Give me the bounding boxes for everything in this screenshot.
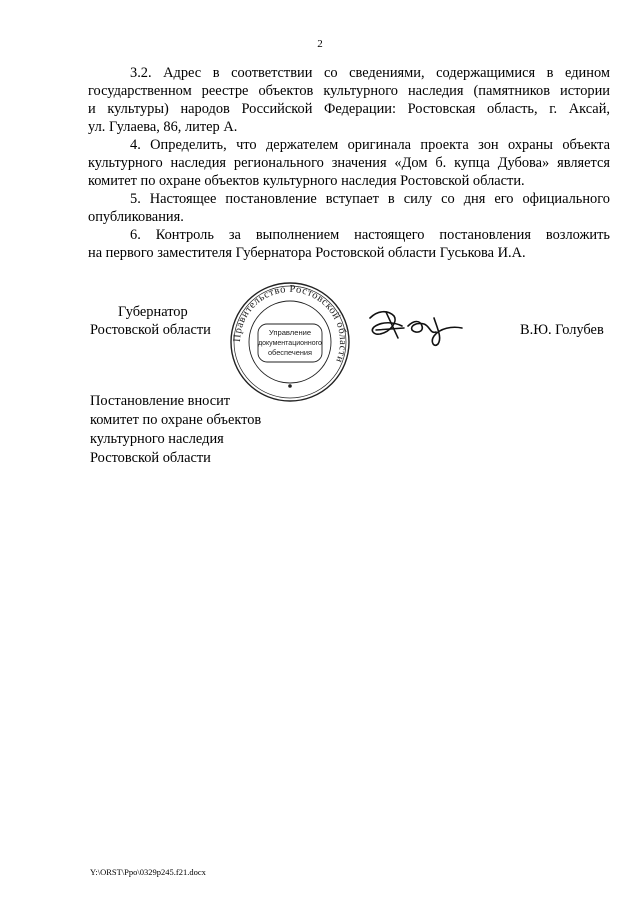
paragraph-3-2-line-3: и культуры) народов Российской Федерации: Ростовская область, г. Аксай, — [88, 101, 610, 117]
paragraph-5-line-2: опубликования. — [88, 209, 184, 225]
seal-center-line-1: Управление — [268, 328, 312, 337]
submitter-line-2: комитет по охране объектов — [90, 412, 262, 428]
file-path-footer: Y:\ORST\Ppo\0329p245.f21.docx — [90, 867, 206, 877]
signatory-name: В.Ю. Голубев — [520, 322, 604, 338]
submitter-line-4: Ростовской области — [90, 450, 211, 466]
paragraph-6-line-2: на первого заместителя Губернатора Ростовской области Гуськова И.А. — [88, 245, 526, 261]
signatory-title-line-2: Ростовской области — [90, 322, 211, 338]
submitter-line-1: Постановление вносит — [90, 393, 231, 409]
submitter-block — [90, 392, 261, 468]
paragraph-6-line-1: 6. Контроль за выполнением настоящего постановления возложить — [130, 227, 610, 243]
page-number: 2 — [317, 38, 323, 50]
submitter-line-3: культурного наследия — [90, 431, 224, 447]
seal-center-line-3: обеспечения — [267, 348, 313, 357]
official-seal-icon — [228, 280, 352, 404]
seal-ring-text: Правительство Ростовской области — [231, 283, 349, 365]
seal-center-line-2: документационного — [258, 340, 322, 347]
paragraph-5-line-1: 5. Настоящее постановление вступает в силу со дня его официального — [130, 191, 610, 207]
paragraph-3-2-line-1: 3.2. Адрес в соответствии со сведениями, содержащимися в едином — [130, 65, 610, 81]
document-body — [88, 64, 610, 262]
paragraph-4-line-2: культурного наследия регионального значения «Дом б. купца Дубова» является — [88, 155, 610, 171]
paragraph-3-2-line-2: государственном реестре объектов культурного наследия (памятников истории — [88, 83, 610, 99]
paragraph-3-2-line-4: ул. Гулаева, 86, литер А. — [88, 119, 238, 135]
paragraph-4-line-1: 4. Определить, что держателем оригинала проекта зон охраны объекта — [130, 137, 610, 153]
signatory-title-line-1: Губернатор — [118, 304, 188, 320]
handwritten-signature-icon — [364, 304, 472, 348]
paragraph-4-line-3: комитет по охране объектов культурного наследия Ростовской области. — [88, 173, 525, 189]
svg-text:Правительство Ростовской облас — [232, 284, 348, 364]
